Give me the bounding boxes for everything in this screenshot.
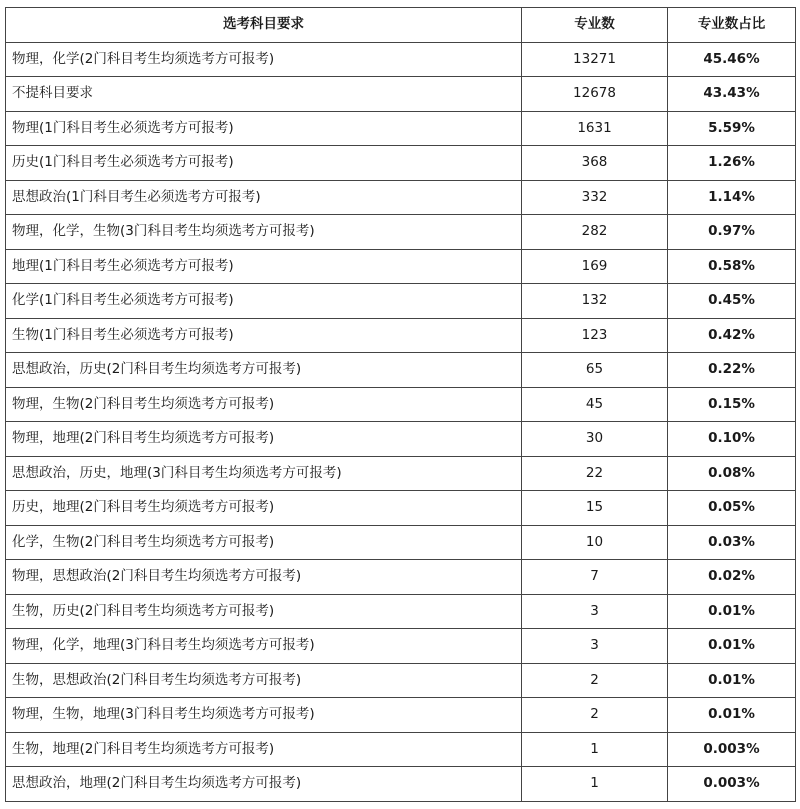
- count-cell: 13271: [522, 42, 668, 77]
- percent-cell: 0.22%: [668, 353, 796, 388]
- count-cell: 22: [522, 456, 668, 491]
- count-cell: 10: [522, 525, 668, 560]
- count-cell: 3: [522, 629, 668, 664]
- table-row: [6, 594, 796, 629]
- percent-cell: 5.59%: [668, 111, 796, 146]
- percent-cell: 0.45%: [668, 284, 796, 319]
- requirement-cell: 化学(1门科目考生必须选考方可报考): [6, 284, 522, 319]
- percent-cell: 0.003%: [668, 732, 796, 767]
- requirement-cell: 物理，化学，生物(3门科目考生均须选考方可报考): [6, 215, 522, 250]
- count-cell: 2: [522, 698, 668, 733]
- table-row: [6, 215, 796, 250]
- percent-cell: 0.97%: [668, 215, 796, 250]
- requirement-cell: 历史(1门科目考生必须选考方可报考): [6, 146, 522, 181]
- count-cell: 15: [522, 491, 668, 526]
- subject-requirement-table: [5, 7, 796, 802]
- requirement-cell: 生物，地理(2门科目考生均须选考方可报考): [6, 732, 522, 767]
- table-row: [6, 560, 796, 595]
- percent-cell: 0.01%: [668, 629, 796, 664]
- table-header-row: [6, 8, 796, 43]
- table-row: [6, 111, 796, 146]
- count-cell: 169: [522, 249, 668, 284]
- requirement-cell: 物理，化学(2门科目考生均须选考方可报考): [6, 42, 522, 77]
- percent-cell: 0.01%: [668, 698, 796, 733]
- requirement-cell: 化学，生物(2门科目考生均须选考方可报考): [6, 525, 522, 560]
- percent-cell: 0.03%: [668, 525, 796, 560]
- count-cell: 332: [522, 180, 668, 215]
- percent-cell: 45.46%: [668, 42, 796, 77]
- percent-cell: 0.08%: [668, 456, 796, 491]
- percent-cell: 1.14%: [668, 180, 796, 215]
- header-count: 专业数: [522, 8, 668, 43]
- table-body: [6, 42, 796, 801]
- requirement-cell: 生物，思想政治(2门科目考生均须选考方可报考): [6, 663, 522, 698]
- table-row: [6, 42, 796, 77]
- percent-cell: 0.01%: [668, 663, 796, 698]
- table-row: [6, 491, 796, 526]
- count-cell: 1631: [522, 111, 668, 146]
- table-row: [6, 525, 796, 560]
- percent-cell: 0.003%: [668, 767, 796, 802]
- header-percent: 专业数占比: [668, 8, 796, 43]
- requirement-cell: 物理，思想政治(2门科目考生均须选考方可报考): [6, 560, 522, 595]
- percent-cell: 43.43%: [668, 77, 796, 112]
- table-row: [6, 284, 796, 319]
- percent-cell: 0.05%: [668, 491, 796, 526]
- count-cell: 2: [522, 663, 668, 698]
- table-container: [5, 7, 796, 802]
- requirement-cell: 生物，历史(2门科目考生均须选考方可报考): [6, 594, 522, 629]
- requirement-cell: 思想政治，历史(2门科目考生均须选考方可报考): [6, 353, 522, 388]
- count-cell: 1: [522, 732, 668, 767]
- count-cell: 3: [522, 594, 668, 629]
- count-cell: 7: [522, 560, 668, 595]
- percent-cell: 0.02%: [668, 560, 796, 595]
- table-row: [6, 77, 796, 112]
- requirement-cell: 思想政治(1门科目考生必须选考方可报考): [6, 180, 522, 215]
- requirement-cell: 不提科目要求: [6, 77, 522, 112]
- count-cell: 45: [522, 387, 668, 422]
- table-row: [6, 180, 796, 215]
- table-row: [6, 767, 796, 802]
- requirement-cell: 地理(1门科目考生必须选考方可报考): [6, 249, 522, 284]
- requirement-cell: 物理，生物(2门科目考生均须选考方可报考): [6, 387, 522, 422]
- count-cell: 30: [522, 422, 668, 457]
- percent-cell: 0.15%: [668, 387, 796, 422]
- table-row: [6, 353, 796, 388]
- requirement-cell: 物理，化学，地理(3门科目考生均须选考方可报考): [6, 629, 522, 664]
- percent-cell: 0.58%: [668, 249, 796, 284]
- percent-cell: 1.26%: [668, 146, 796, 181]
- header-requirement: 选考科目要求: [6, 8, 522, 43]
- table-row: [6, 387, 796, 422]
- percent-cell: 0.42%: [668, 318, 796, 353]
- count-cell: 1: [522, 767, 668, 802]
- count-cell: 132: [522, 284, 668, 319]
- table-row: [6, 318, 796, 353]
- requirement-cell: 历史，地理(2门科目考生均须选考方可报考): [6, 491, 522, 526]
- table-row: [6, 249, 796, 284]
- table-row: [6, 456, 796, 491]
- table-row: [6, 629, 796, 664]
- table-row: [6, 146, 796, 181]
- requirement-cell: 物理(1门科目考生必须选考方可报考): [6, 111, 522, 146]
- count-cell: 12678: [522, 77, 668, 112]
- requirement-cell: 物理，生物，地理(3门科目考生均须选考方可报考): [6, 698, 522, 733]
- table-row: [6, 663, 796, 698]
- table-row: [6, 422, 796, 457]
- requirement-cell: 思想政治，地理(2门科目考生均须选考方可报考): [6, 767, 522, 802]
- percent-cell: 0.01%: [668, 594, 796, 629]
- count-cell: 65: [522, 353, 668, 388]
- table-row: [6, 698, 796, 733]
- count-cell: 123: [522, 318, 668, 353]
- count-cell: 282: [522, 215, 668, 250]
- requirement-cell: 物理，地理(2门科目考生均须选考方可报考): [6, 422, 522, 457]
- percent-cell: 0.10%: [668, 422, 796, 457]
- count-cell: 368: [522, 146, 668, 181]
- requirement-cell: 生物(1门科目考生必须选考方可报考): [6, 318, 522, 353]
- requirement-cell: 思想政治，历史，地理(3门科目考生均须选考方可报考): [6, 456, 522, 491]
- table-row: [6, 732, 796, 767]
